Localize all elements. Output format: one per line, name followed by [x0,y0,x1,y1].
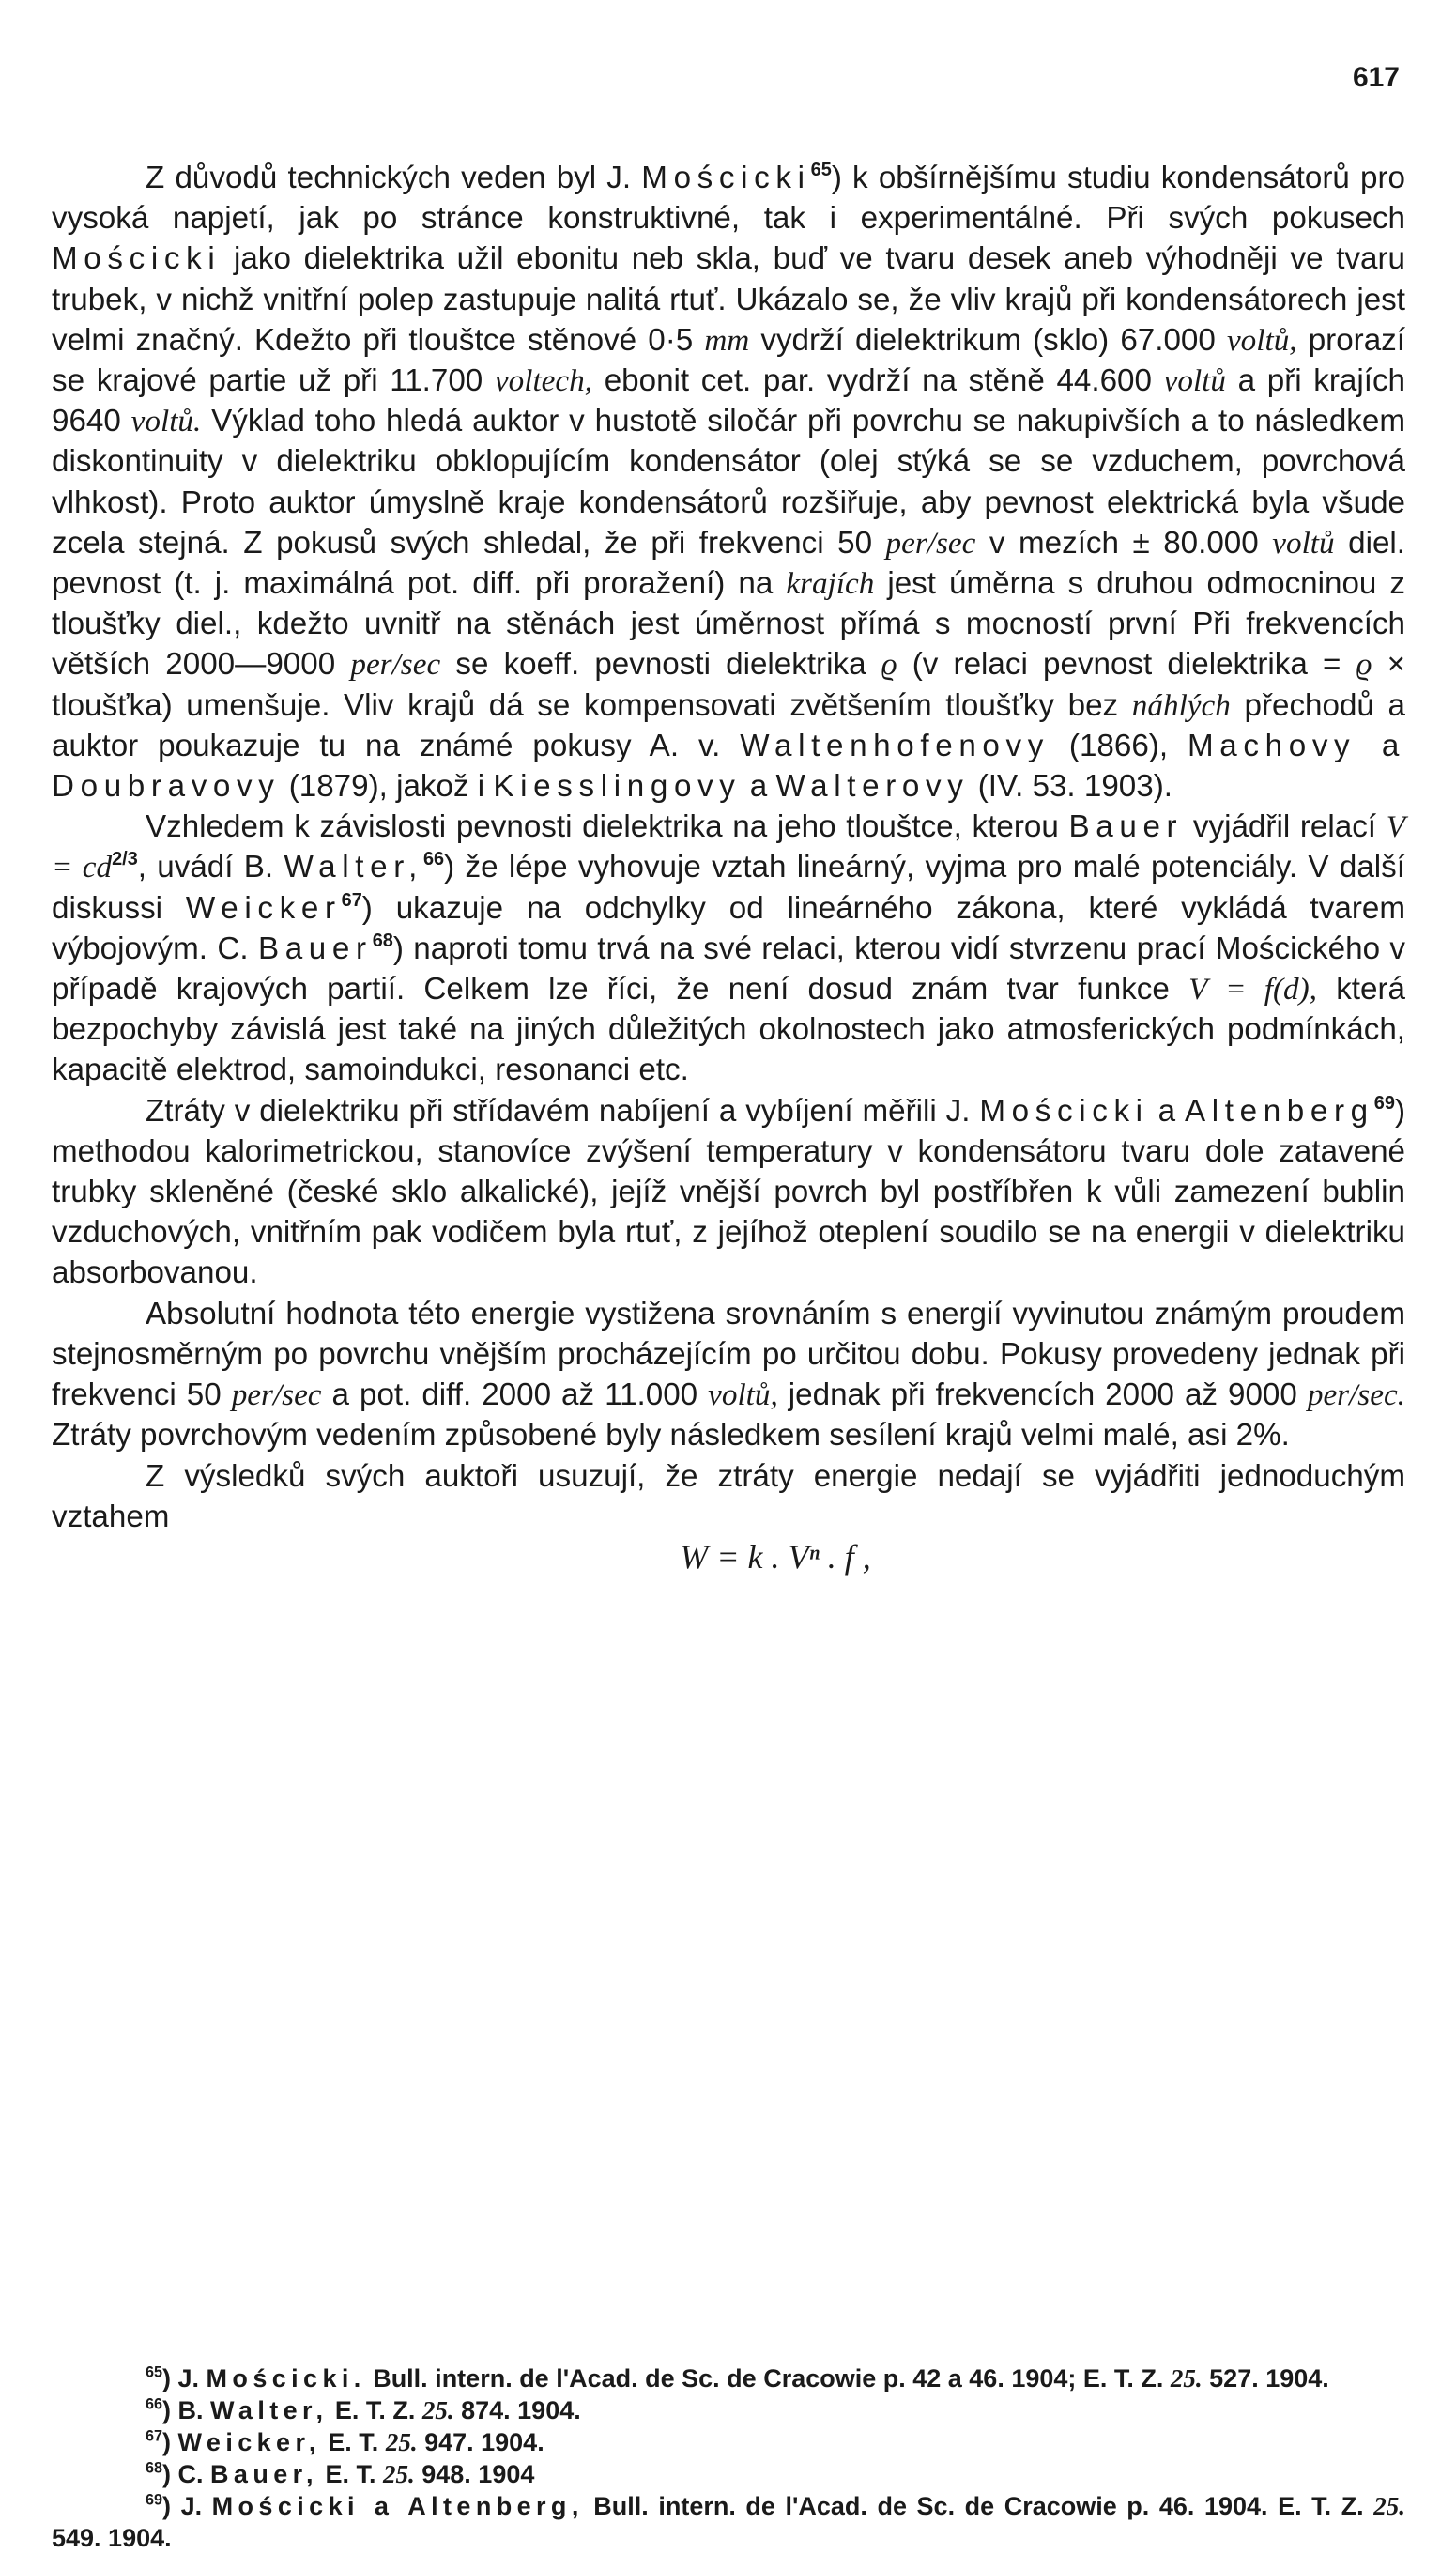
text-run: (IV. 53. 1903). [969,769,1172,805]
paragraph [52,807,1405,1090]
text-run: E. T. [317,2460,383,2488]
text-run: E. T. [320,2428,386,2456]
text-run: ) k obšírnějšímu studiu kondensátorů pro vysoká napjetí, jak po stránce konstruktivné, tak i experimentálné. Při svých pokusech [52,161,1405,237]
footnote [52,2426,1405,2458]
text-run: vydrží dielektrikum (sklo) 67.000 [749,322,1227,358]
text-run: ) B. [162,2396,211,2424]
superscript: 67 [146,2427,163,2445]
text-run: 527. 1904. [1202,2364,1329,2392]
italic-text: 25. [421,2396,454,2424]
spaced-name: Kiesslingovy [493,769,742,805]
spaced-name: Bauer, [210,2460,318,2488]
text-run: Absolutní hodnota této energie vystižena srovnáním s energií vyvinutou známým proudem stejnosměrným po povrchu vnějším procházejícím po určitou dobu. Pokusy provedeny jednak při frekvenci 50 [52,1296,1405,1413]
text-run: a [741,769,776,805]
text-run: a [1148,1093,1185,1129]
footnote [52,2458,1405,2490]
text-run: × tloušťka) umenšuje. Vliv krajů dá se kompensovati zvětšením tloušťky bez [52,647,1405,723]
text-run: Bull. intern. de l'Acad. de Sc. de Cracowie p. 42 a 46. 1904; E. T. Z. [365,2364,1171,2392]
italic-text: ϱ [1356,647,1372,683]
text-run: 874. 1904. [453,2396,581,2424]
italic-text: ϱ [881,647,897,683]
text-run: Z výsledků svých auktoři usuzují, že ztráty energie nedají se vyjádřiti jednoduchým vztahem [52,1458,1405,1534]
paragraph [52,1294,1405,1456]
superscript: 65 [146,2363,163,2381]
text-run: Ztráty v dielektriku při střídavém nabíjení a vybíjení měřili J. [146,1093,980,1129]
superscript: 2/3 [112,849,138,870]
spaced-name: Mościcki [979,1093,1149,1129]
spaced-name: Mościcki [641,161,811,195]
italic-text: voltech, [494,363,593,399]
italic-text: mm [704,322,750,358]
paragraph [52,1091,1405,1294]
text-run: 948. 1904 [414,2460,535,2488]
text-run: Bull. intern. de l'Acad. de Sc. de Cracowie p. 46. 1904. E. T. Z. [583,2492,1374,2520]
text-run: E. T. Z. [328,2396,422,2424]
text-run: ) J. [162,2492,212,2520]
italic-text: voltů [1272,525,1335,561]
italic-text: voltů. [130,404,202,439]
paragraph [52,1456,1405,1537]
main-text [52,158,1405,1577]
spaced-name: Walterovy [775,769,970,805]
italic-text: per/sec [350,647,441,683]
text-run: 549. 1904. [52,2524,172,2552]
italic-text: 25. [1170,2364,1203,2392]
text-run: (1866), [1049,728,1188,763]
footnote [52,2362,1405,2394]
text-run: Z důvodů technických veden byl J. [146,161,642,195]
text-run: vyjádřil relací [1183,809,1387,845]
spaced-name: Mościcki. [206,2364,366,2392]
page-number: 617 [1352,62,1400,93]
text-run: ) že lépe vyhovuje vztah lineárný, vyjma pro malé potenciály. V další diskussi [52,850,1405,926]
italic-text: V = cd [52,809,1405,885]
text-run: (v relaci pevnost dielektrika = [897,647,1356,683]
italic-text: per/sec [885,525,976,561]
text-run: a při krajích 9640 [52,363,1406,439]
spaced-name: Mościcki a Altenberg, [211,2492,584,2520]
italic-text: voltů [1163,363,1226,399]
text-run: jest úměrna s druhou odmocninou z tloušťky diel., kdežto uvnitř na stěnách jest úměrnost přímá s mocností první Při frekvencích větších 2000—9000 [52,566,1405,683]
spaced-name: Altenberg [1184,1093,1374,1129]
italic-text: voltů, [708,1377,778,1413]
spaced-name: Machovy a Doubravovy [52,728,1405,805]
text-run: prorazí se krajové partie už při 11.700 [52,322,1405,399]
text-run: , uvádí B. [137,850,284,885]
text-run: Výklad toho hledá auktor v hustotě siločár při povrchu se nakupivších a to následkem diskontinuity v dielektriku obklopujícím kondensátor (olej stýká se se vzduchem, povrchová vlhkost). Proto auktor úmyslně kraje kondensátorů rozšiřuje, aby pevnost elektrická byla všude zcela stejná. Z pokusů svých shledal, že při frekvenci 50 [52,404,1405,561]
superscript: 68 [146,2459,163,2477]
paragraph [52,158,1405,807]
formula: W = k . Vⁿ . f , [680,1537,871,1576]
italic-text: voltů, [1226,322,1297,358]
superscript: 65 [810,160,832,181]
superscript: 69 [1373,1092,1395,1114]
spaced-name: Waltenhofenovy [740,728,1050,763]
italic-text: 25. [385,2428,418,2456]
text-run: a pot. diff. 2000 až 11.000 [321,1377,709,1413]
spaced-name: Bauer [1068,809,1184,845]
text-run: (1879), jakož i [280,769,494,805]
text-run: diel. pevnost (t. j. maximálná pot. diff. při proražení) na [52,525,1406,602]
superscript: 69 [146,2491,163,2509]
text-run: ) C. [162,2460,211,2488]
italic-text: per/sec [231,1377,322,1413]
text-run: ebonit cet. par. vydrží na stěně 44.600 [592,363,1164,399]
italic-text: per/sec. [1307,1377,1405,1413]
superscript: 68 [372,930,393,951]
italic-text: V = f(d), [1188,972,1317,1008]
spaced-name: Weicker [185,890,342,926]
text-run: přechodů a auktor poukazuje tu na známé pokusy A. v. [52,687,1405,763]
italic-text: náhlých [1131,687,1231,723]
text-run: Ztráty povrchovým vedením způsobené byly následkem sesílení krajů velmi malé, asi 2%. [52,1418,1290,1454]
text-run: jednak při frekvencích 2000 až 9000 [777,1377,1308,1413]
superscript: 66 [422,849,445,870]
text-run: ) [162,2428,178,2456]
text-run: 947. 1904. [417,2428,544,2456]
italic-text: 25. [1373,2492,1405,2520]
paragraphs [52,158,1405,1537]
superscript: 66 [146,2395,163,2413]
text-run: ) J. [162,2364,207,2392]
spaced-name: Walter, [284,850,423,885]
footnote [52,2394,1405,2426]
text-run: jako dielektrika užil ebonitu neb skla, buď ve tvaru desek aneb výhodněji ve tvaru trubek, v nichž vnitřní polep zastupuje nalitá rtuť. Ukázalo se, že vliv krajů při kondensátorech jest velmi značný. Kdežto při tlouštce stěnové 0·5 [52,241,1405,358]
italic-text: krajích [786,566,875,602]
text-run: ) ukazuje na odchylky od lineárného zákona, které vykládá tvarem výbojovým. C. [52,890,1405,966]
text-run: Vzhledem k závislosti pevnosti dielektrika na jeho tlouštce, kterou [146,809,1069,845]
text-run: v mezích ± 80.000 [975,525,1273,561]
spaced-name: Bauer [257,931,373,966]
spaced-name: Weicker, [177,2428,321,2456]
text-run: ) naproti tomu trvá na své relaci, kterou vidí stvrzenu prací Moścického v případě krajových partií. Celkem lze říci, že není dosud znám tvar funkce [52,931,1405,1008]
text-run: ) methodou kalorimetrickou, stanovíce zvýšení temperatury v kondensátoru tvaru dole zatavené trubky skleněné (české sklo alkalické), jejíž vnější povrch byl postříbřen k vůli zamezení bublin vzduchových, vnitřním pak vodičem byla rtuť, z jejíhož oteplení soudilo se na energii v dielektriku absorbovanou. [52,1093,1405,1291]
spaced-name: Mościcki [52,241,222,277]
italic-text: 25. [383,2460,415,2488]
text-run: která bezpochyby závislá jest také na jiných důležitých okolnostech jako atmosferických podmínkách, kapacitě elektrod, samoindukci, resonanci etc. [52,972,1405,1088]
text-run: se koeff. pevnosti dielektrika [440,647,881,683]
spaced-name: Walter, [210,2396,329,2424]
superscript: 67 [341,889,362,911]
footnotes [52,2362,1405,2554]
footnote [52,2490,1405,2554]
